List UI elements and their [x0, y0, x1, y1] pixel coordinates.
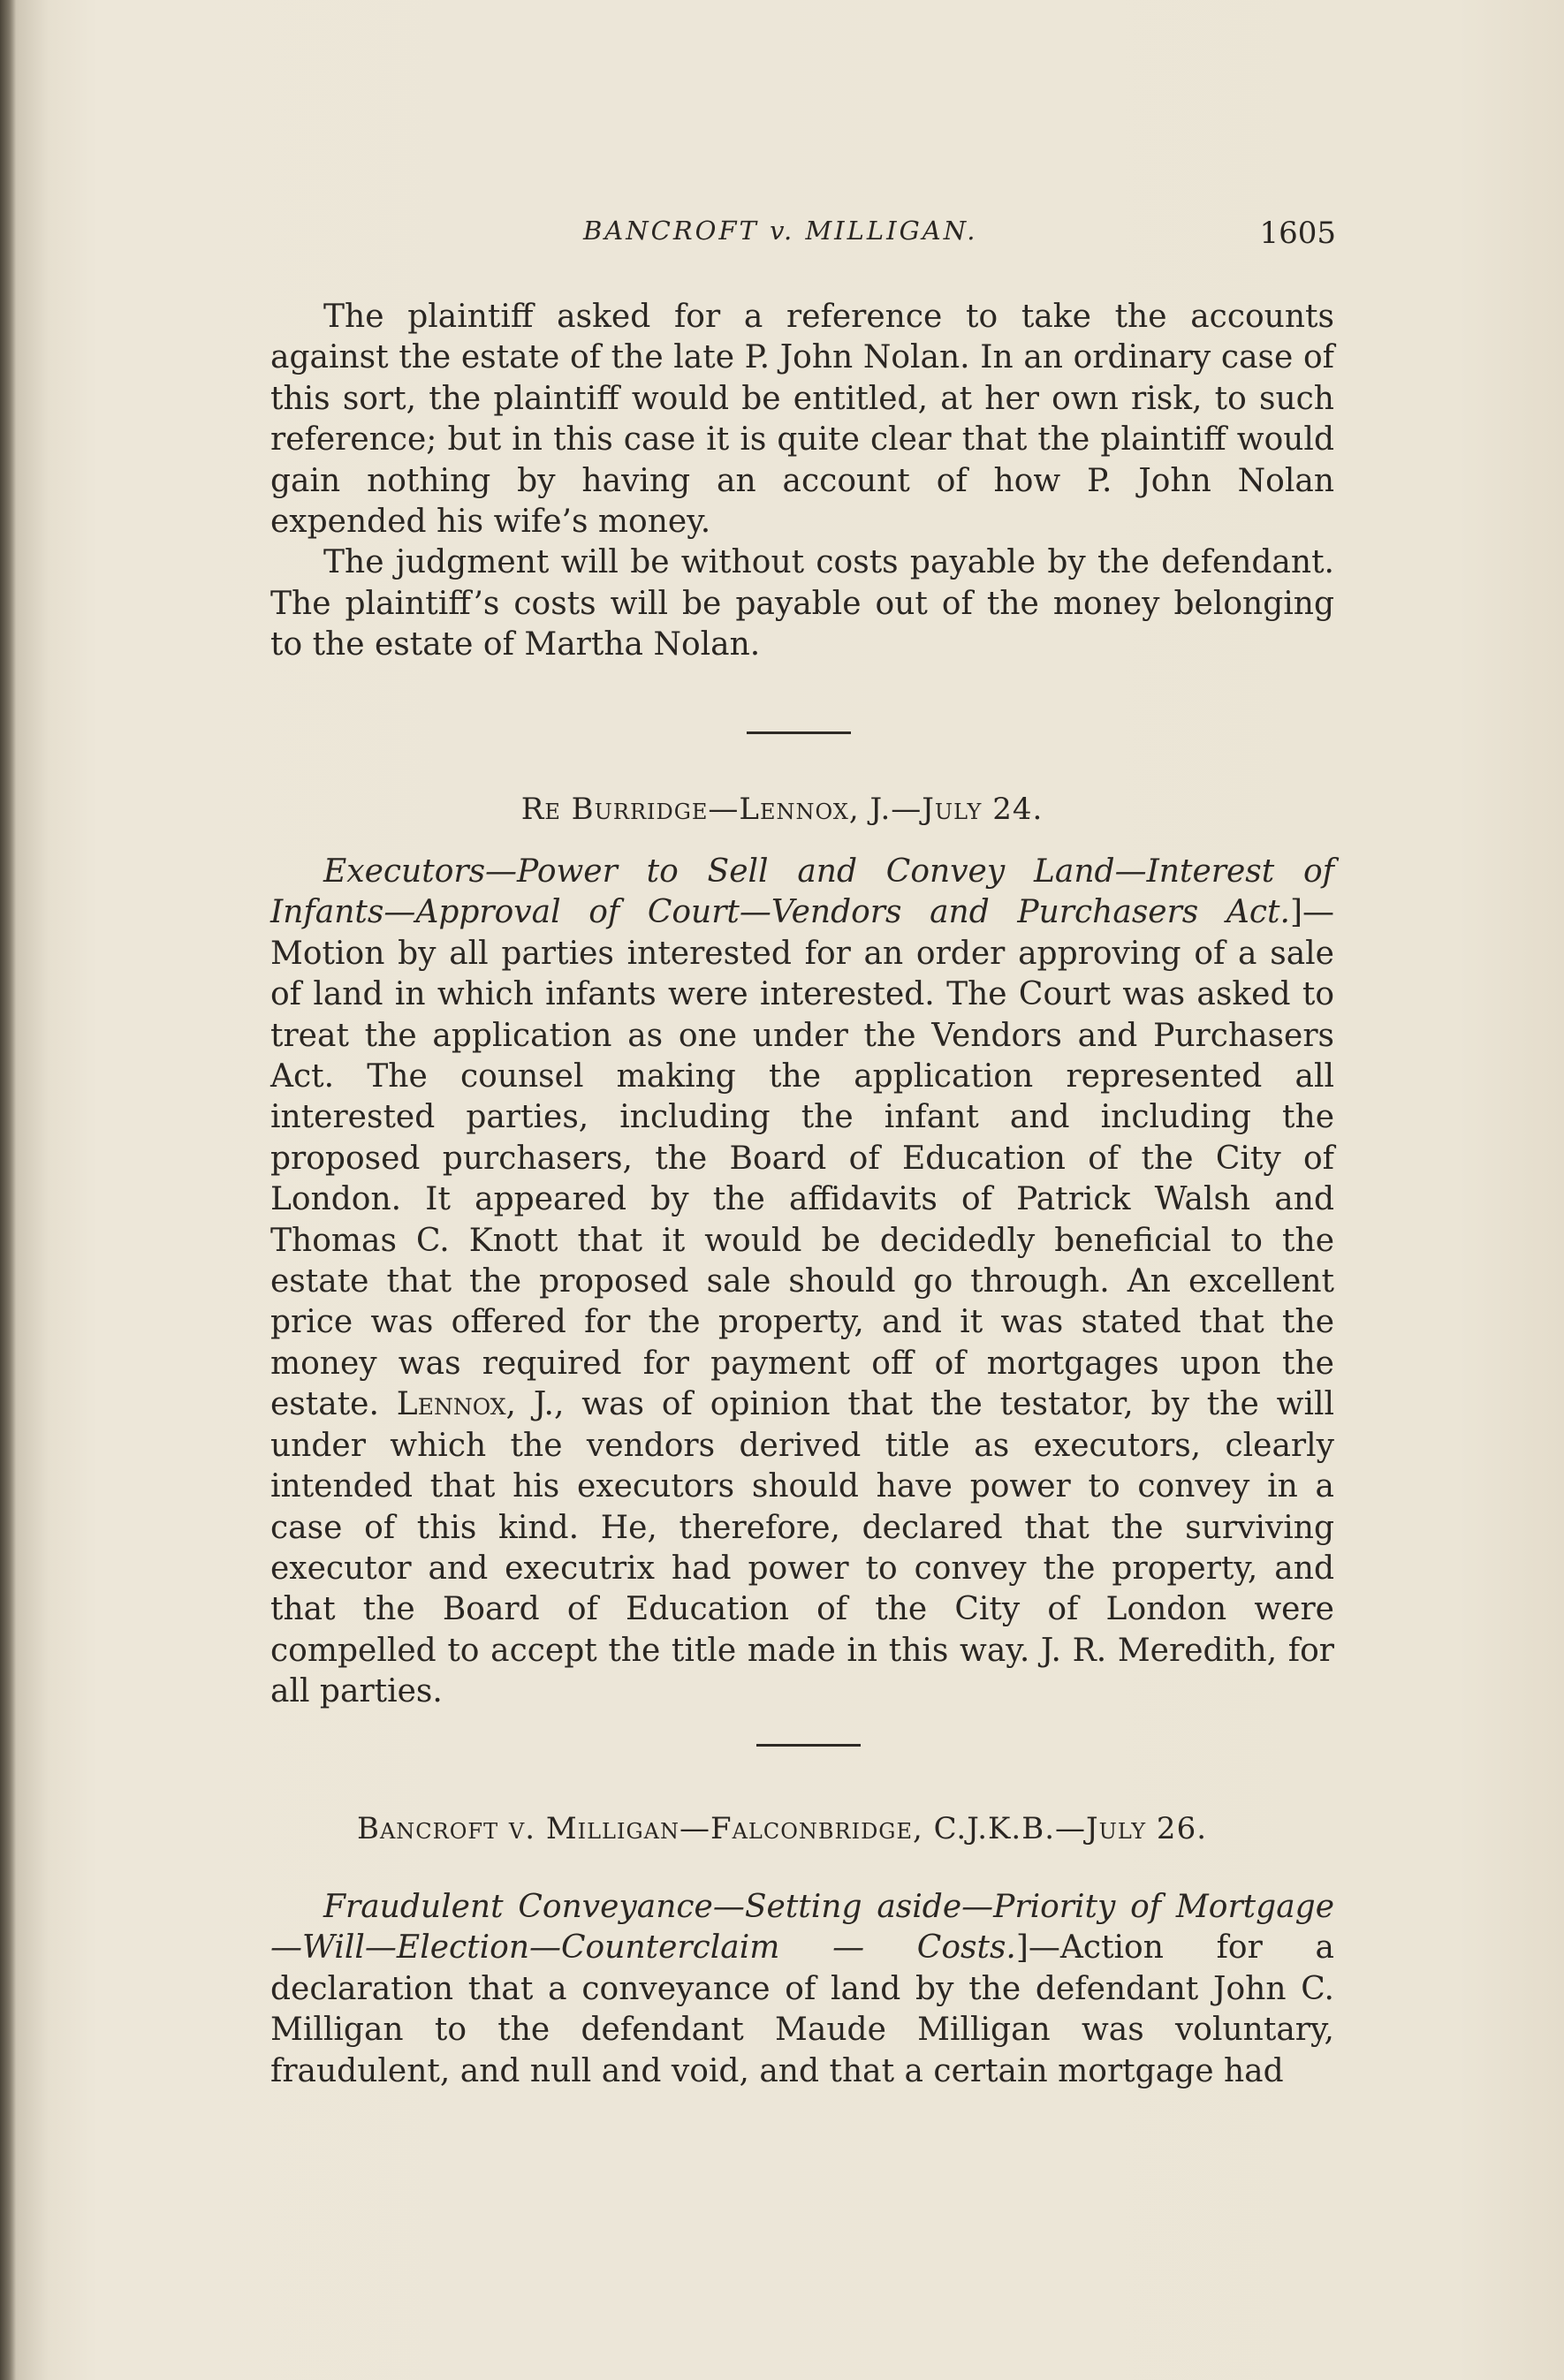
opening-paragraph-1: The plaintiff asked for a reference to take the accounts against the estate of the late P. John Nolan. In an ordinary case of this sort, the plaintiff would be entitled, at her own risk, to such reference; but in this case it is quite clear that the plaintiff would gain nothing by having an account of how P. John Nolan expended his wife’s money.: [270, 299, 1334, 541]
headnote-re-burridge: Executors—Power to Sell and Convey Land—Interest of Infants—Approval of Court—Vendors and Purchasers Act.: [270, 853, 1334, 931]
section-divider-1: [747, 731, 851, 734]
opening-text: [270, 297, 1334, 666]
body-bancroft: ]—Action for a declaration that a conveyance of land by the defendant John C. Milligan to the defendant Maude Milligan was voluntary, fraudulent, and null and void, and that a certain mortgage had: [270, 1929, 1334, 2089]
case-paragraph-re-burridge: [270, 852, 1334, 1713]
book-spine-shadow: [0, 0, 16, 2380]
running-head: [265, 216, 1336, 260]
case-paragraph-bancroft: [270, 1887, 1334, 2092]
judge-name-re-burridge: Lennox, J.: [396, 1386, 554, 1423]
case-heading-bancroft: Bancroft v. Milligan—Falconbridge, C.J.K.B.—July 26.: [356, 1811, 1208, 1846]
body-re-burridge-b: , was of opinion that the testator, by the will under which the vendors derived title as executors, clearly intended that his executors should have power to convey in a case of this kind. He, therefore, declared that the surviving executor and executrix had power to convey the property, and that the Board of Education of the City of London were compelled to accept the title made in this way. J. R. Meredith, for all parties.: [270, 1386, 1334, 1710]
headnote-bancroft: Fraudulent Conveyance—Setting aside—Priority of Mortgage—Will—Election—Counterclaim — Costs.: [270, 1889, 1334, 1967]
case-body-bancroft: [270, 1887, 1334, 2092]
section-divider-2: [756, 1744, 861, 1747]
page-number: 1605: [1259, 216, 1336, 251]
running-head-title: BANCROFT v. MILLIGAN.: [583, 216, 978, 246]
opening-paragraph-2: The judgment will be without costs payable by the defendant. The plaintiff’s costs will be payable out of the money belonging to the estate of Martha Nolan.: [270, 544, 1334, 663]
body-re-burridge-a: ]—Motion by all parties interested for an order approving of a sale of land in which infants were interested. The Court was asked to treat the application as one under the Vendors and Purchasers Act. The counsel making the application represented all interested parties, including the infant and including the proposed purchasers, the Board of Education of the City of London. It appeared by the affidavits of Patrick Walsh and Thomas C. Knott that it would be decidedly beneficial to the estate that the proposed sale should go through. An excellent price was offered for the property, and it was stated that the money was required for payment off of mortgages upon the estate.: [270, 894, 1334, 1423]
case-body-re-burridge: [270, 852, 1334, 1713]
case-heading-re-burridge: Re Burridge—Lennox, J.—July 24.: [520, 792, 1044, 827]
